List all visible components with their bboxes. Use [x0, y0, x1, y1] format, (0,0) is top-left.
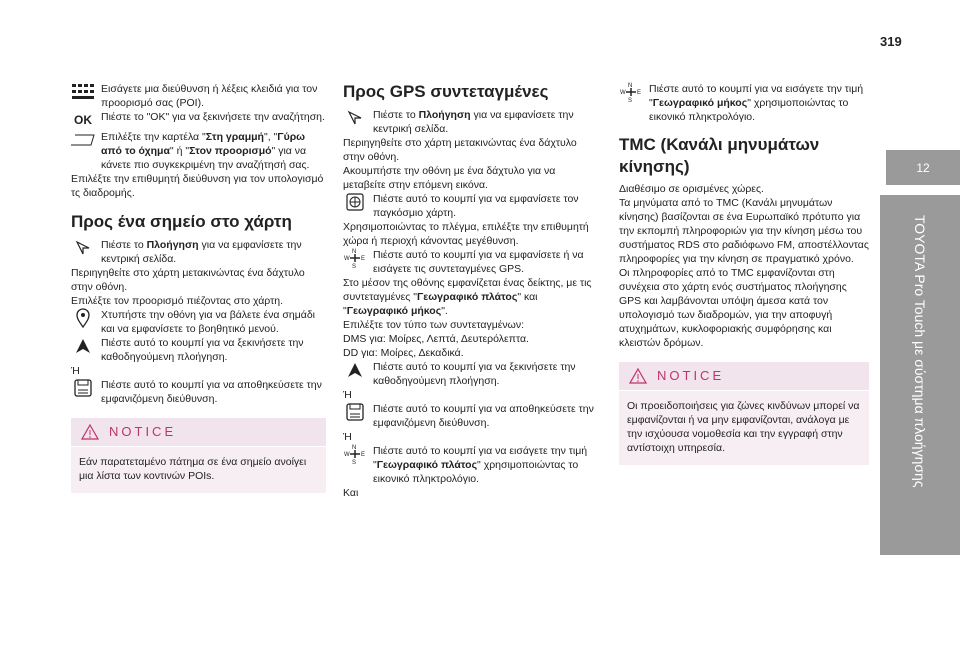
- svg-text:W: W: [620, 90, 626, 96]
- save-row-2: [343, 402, 598, 430]
- section-heading-map-point: Προς ένα σημείο στο χάρτη: [71, 212, 292, 231]
- globe-row: [343, 192, 598, 220]
- svg-text:E: E: [637, 90, 642, 96]
- column-3: [619, 82, 869, 465]
- globe-text: Πιέστε αυτό το κουμπί για να εμφανίσετε τον παγκόσμιο χάρτη.: [373, 193, 579, 219]
- warning-triangle-icon: [81, 424, 99, 440]
- keyboard-text: Εισάγετε μια διεύθυνση ή λέξεις κλειδιά για τον προορισμό σας (POI).: [101, 83, 318, 109]
- column-1: [71, 82, 326, 493]
- svg-text:N: N: [352, 445, 357, 451]
- save-text: Πιέστε αυτό το κουμπί για να αποθηκεύσετε την εμφανιζόμενη διεύθυνση.: [101, 379, 322, 405]
- browse-text: Περιηγηθείτε στο χάρτη μετακινώντας ένα δάχτυλο στην οθόνη.: [71, 267, 305, 293]
- tmc-info-text: Οι πληροφορίες από το TMC εμφανίζονται στη συνέχεια στο χάρτη ενός συστήματος πλοήγησης GPS και λαμβάνονται υπόψη άμεσα κατά τον υπολογισμό των διαδρομών, για την αποφυγή ατυχημάτων, κυκλοφοριακής συμφόρησης και κλειστών δρόμων.: [619, 267, 847, 349]
- and-text: Και: [343, 487, 359, 499]
- lat-row: [343, 444, 598, 486]
- save-disk-icon: [343, 402, 367, 422]
- lon-row: [619, 82, 869, 124]
- tmc-desc-text: Τα μηνύματα από το TMC (Κανάλι μηνυμάτων κίνησης) βασίζονται σε ένα Ευρωπαϊκό πρότυπο για την εκπομπή πληροφοριών για την κίνηση μέσω του συστήματος RDS στο ραδιόφωνο FM, αποστέλλοντας πληροφορίες για την κίνηση σε πραγματικό χρόνο.: [619, 197, 869, 265]
- keyboard-row: [71, 82, 326, 110]
- coord-type-text: Επιλέξτε τον τύπο των συντεταγμένων:: [343, 319, 525, 331]
- lon-text: Πιέστε αυτό το κουμπί για να εισάγετε την τιμή "Γεωγραφικό μήκος" χρησιμοποιώντας το εικονικό πληκτρολόγιο.: [649, 83, 864, 123]
- warning-triangle-icon: [629, 368, 647, 384]
- navigation-arrow-icon: [71, 238, 95, 258]
- tmc-available-text: Διαθέσιμο σε ορισμένες χώρες.: [619, 183, 764, 195]
- svg-text:S: S: [628, 98, 633, 103]
- touch-text: Ακουμπήστε την οθόνη με ένα δάχτυλο για να μεταβείτε στην επόμενη εικόνα.: [343, 165, 556, 191]
- keyboard-icon: [71, 82, 95, 102]
- go-row: [71, 336, 326, 364]
- ok-text: Πιέστε το "OK" για να ξεκινήσετε την αναζήτηση.: [101, 111, 325, 123]
- center-marker-text: Στο μέσον της οθόνης εμφανίζεται ένας δείκτης, με τις συντεταγμένες "Γεωγραφικό πλάτος" και "Γεωγραφικό μήκος".: [343, 277, 592, 317]
- save-disk-icon: [71, 378, 95, 398]
- choose-dest-text: Επιλέξτε τον προορισμό πιέζοντας στο χάρτη.: [71, 295, 284, 307]
- grid-text: Χρησιμοποιώντας το πλέγμα, επιλέξτε την επιθυμητή χώρα ή περιοχή κάνοντας μεγέθυνση.: [343, 221, 589, 247]
- section-heading-tmc: TMC (Κανάλι μηνυμάτων κίνησης): [619, 135, 820, 176]
- notice-box: [71, 418, 326, 493]
- compass-row: [343, 248, 598, 276]
- triangle-go-icon: [71, 336, 95, 356]
- go-row-2: [343, 360, 598, 388]
- or-text-2: Ή: [343, 389, 352, 401]
- notice-header: [71, 418, 326, 447]
- chapter-title: TOYOTA Pro Touch με σύστημα πλοήγησης: [912, 215, 928, 488]
- ok-icon: OK: [74, 113, 92, 127]
- select-address-text: Επιλέξτε την επιθυμητή διεύθυνση για τον υπολογισμό τς διαδρομής.: [71, 173, 324, 199]
- notice-title-2: NOTICE: [657, 368, 725, 383]
- dms-text: DMS για: Μοίρες, Λεπτά, Δευτερόλεπτα.: [343, 333, 529, 345]
- save-text-2: Πιέστε αυτό το κουμπί για να αποθηκεύσετε την εμφανιζόμενη διεύθυνση.: [373, 403, 594, 429]
- save-row: [71, 378, 326, 406]
- notice-box-2: [619, 362, 869, 465]
- lat-text: Πιέστε αυτό το κουμπί για να εισάγετε την τιμή "Γεωγραφικό πλάτος" χρησιμοποιώντας το εικονικό πληκτρολόγιο.: [373, 445, 588, 485]
- chapter-tab: 12: [886, 150, 960, 185]
- tab-row: [71, 130, 326, 172]
- triangle-go-icon: [343, 360, 367, 380]
- tab-text: Επιλέξτε την καρτέλα "Στη γραμμή", "Γύρω από το όχημα" ή "Στον προορισμό" για να κάνετε πιο συγκεκριμένη την αναζήτησή σας.: [101, 131, 310, 171]
- nav-text-2: Πιέστε το Πλοήγηση για να εμφανίσετε την κεντρική σελίδα.: [373, 109, 574, 135]
- svg-text:W: W: [344, 452, 350, 458]
- page-number: 319: [880, 34, 902, 49]
- svg-text:E: E: [361, 452, 366, 458]
- nav-row: [71, 238, 326, 266]
- compass-icon: [343, 444, 367, 464]
- tab-shape-icon: [71, 130, 95, 150]
- pin-text: Χτυπήστε την οθόνη για να βάλετε ένα σημάδι και να εμφανίσετε το βοηθητικό μενού.: [101, 309, 316, 335]
- browse-text-2: Περιηγηθείτε στο χάρτη μετακινώντας ένα δάχτυλο στην οθόνη.: [343, 137, 577, 163]
- globe-icon: [343, 192, 367, 212]
- notice-header-2: [619, 362, 869, 391]
- compass-icon: [619, 82, 643, 102]
- nav-text: Πιέστε το Πλοήγηση για να εμφανίσετε την κεντρική σελίδα.: [101, 239, 302, 265]
- svg-text:N: N: [628, 83, 633, 89]
- notice-body: Εάν παρατεταμένο πάτημα σε ένα σημείο ανοίγει μια λίστα των κοντινών POIs.: [71, 447, 326, 493]
- notice-title: NOTICE: [109, 424, 177, 439]
- nav-row-2: [343, 108, 598, 136]
- ok-row: [71, 110, 326, 130]
- notice-body-2: Οι προειδοποιήσεις για ζώνες κινδύνων μπορεί να εμφανίζονται ή να μην εμφανίζονται, ανάλογα με την ισχύουσα νομοθεσία και την εγγραφή στην αντίστοιχη υπηρεσία.: [619, 391, 869, 465]
- section-heading-gps: Προς GPS συντεταγμένες: [343, 82, 549, 101]
- go-text: Πιέστε αυτό το κουμπί για να ξεκινήσετε την καθοδηγούμενη πλοήγηση.: [101, 337, 304, 363]
- pin-row: [71, 308, 326, 336]
- map-pin-icon: [71, 308, 95, 328]
- svg-text:S: S: [352, 460, 357, 465]
- svg-text:W: W: [344, 256, 350, 262]
- or-text: Ή: [71, 365, 80, 377]
- svg-text:S: S: [352, 264, 357, 269]
- compass-icon: [343, 248, 367, 268]
- or-text-3: Ή: [343, 431, 352, 443]
- svg-text:N: N: [352, 249, 357, 255]
- column-2: [343, 82, 598, 500]
- navigation-arrow-icon: [343, 108, 367, 128]
- compass-text: Πιέστε αυτό το κουμπί για να εμφανίσετε ή να εισάγετε τις συντεταγμένες GPS.: [373, 249, 584, 275]
- go-text-2: Πιέστε αυτό το κουμπί για να ξεκινήσετε την καθοδηγούμενη πλοήγηση.: [373, 361, 576, 387]
- svg-text:E: E: [361, 256, 366, 262]
- dd-text: DD για: Μοίρες, Δεκαδικά.: [343, 347, 464, 359]
